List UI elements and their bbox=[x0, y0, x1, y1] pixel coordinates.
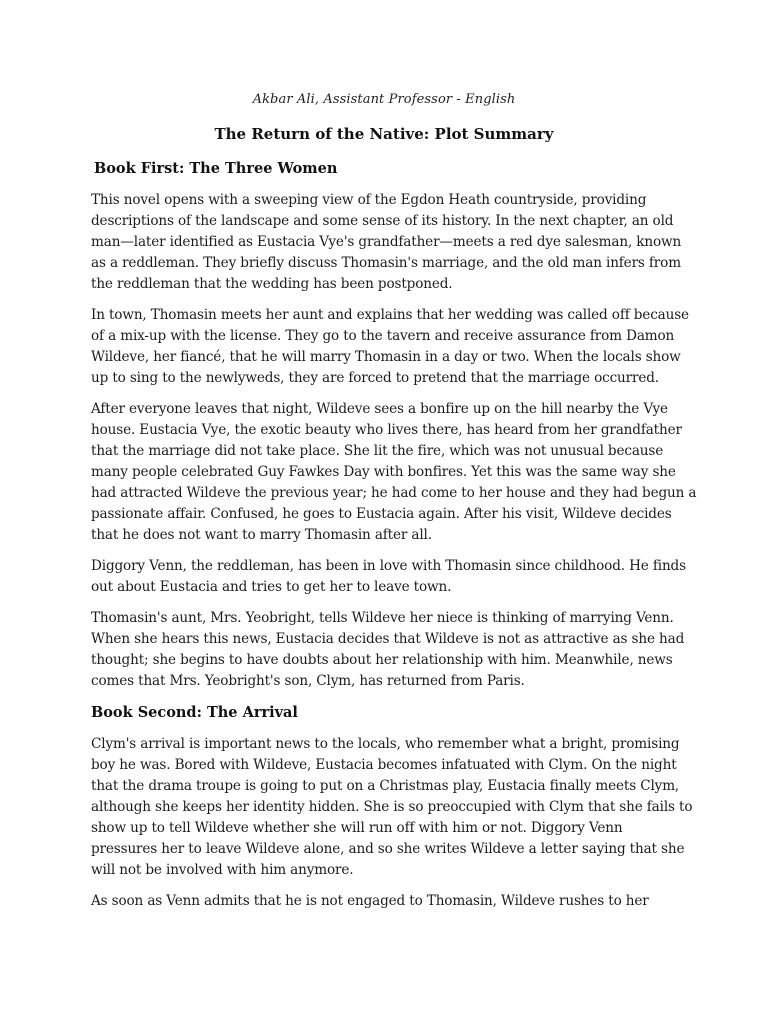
paragraph-line: passionate affair. Confused, he goes to Eustacia again. After his visit, Wildeve decides bbox=[91, 506, 672, 522]
paragraph-line: Thomasin's aunt, Mrs. Yeobright, tells Wildeve her niece is thinking of marrying Venn. bbox=[91, 610, 674, 626]
paragraph-line: This novel opens with a sweeping view of the Egdon Heath countryside, providing bbox=[91, 192, 647, 208]
paragraph-line: When she hears this news, Eustacia decides that Wildeve is not as attractive as she had bbox=[91, 631, 685, 647]
paragraph bbox=[91, 608, 691, 692]
paragraph bbox=[91, 734, 691, 881]
paragraph-line: thought; she begins to have doubts about her relationship with him. Meanwhile, news bbox=[91, 652, 673, 668]
paragraph-line: many people celebrated Guy Fawkes Day with bonfires. Yet this was the same way she bbox=[91, 464, 676, 480]
paragraph-line: pressures her to leave Wildeve alone, and so she writes Wildeve a letter saying that she bbox=[91, 841, 685, 857]
paragraph-line: that he does not want to marry Thomasin after all. bbox=[91, 527, 432, 543]
paragraph-line: show up to tell Wildeve whether she will run off with him or not. Diggory Venn bbox=[91, 820, 623, 836]
paragraph-line: Diggory Venn, the reddleman, has been in love with Thomasin since childhood. He finds bbox=[91, 558, 686, 574]
paragraph-line: up to sing to the newlyweds, they are forced to pretend that the marriage occurred. bbox=[91, 370, 659, 386]
paragraph-line: comes that Mrs. Yeobright's son, Clym, has returned from Paris. bbox=[91, 673, 525, 689]
paragraph-line: As soon as Venn admits that he is not engaged to Thomasin, Wildeve rushes to her bbox=[91, 893, 649, 909]
paragraph bbox=[91, 399, 697, 546]
section-heading: Book Second: The Arrival bbox=[91, 704, 298, 721]
paragraph-line: although she keeps her identity hidden. She is so preoccupied with Clym that she fails to bbox=[91, 799, 693, 815]
paragraph-line: the reddleman that the wedding has been postponed. bbox=[91, 276, 453, 292]
paragraph-line: that the marriage did not take place. She lit the fire, which was not unusual because bbox=[91, 443, 664, 459]
paragraph bbox=[91, 891, 691, 912]
paragraph-line: as a reddleman. They briefly discuss Thomasin's marriage, and the old man infers from bbox=[91, 255, 681, 271]
paragraph-line: out about Eustacia and tries to get her to leave town. bbox=[91, 579, 452, 595]
paragraph-line: of a mix-up with the license. They go to the tavern and receive assurance from Damon bbox=[91, 328, 675, 344]
paragraph-line: In town, Thomasin meets her aunt and explains that her wedding was called off because bbox=[91, 307, 689, 323]
paragraph bbox=[91, 190, 691, 295]
paragraph bbox=[91, 556, 691, 598]
paragraph-line: boy he was. Bored with Wildeve, Eustacia becomes infatuated with Clym. On the night bbox=[91, 757, 677, 773]
paragraph-line: Clym's arrival is important news to the locals, who remember what a bright, promising bbox=[91, 736, 680, 752]
paragraph-line: had attracted Wildeve the previous year; he had come to her house and they had begun a bbox=[91, 485, 697, 501]
paragraph-line: man—later identified as Eustacia Vye's grandfather—meets a red dye salesman, known bbox=[91, 234, 682, 250]
paragraph-line: Wildeve, her fiancé, that he will marry Thomasin in a day or two. When the locals show bbox=[91, 349, 681, 365]
page-header: Akbar Ali, Assistant Professor - English bbox=[252, 92, 516, 107]
document-body bbox=[91, 158, 697, 922]
paragraph-line: will not be involved with him anymore. bbox=[91, 862, 354, 878]
paragraph-line: that the drama troupe is going to put on a Christmas play, Eustacia finally meets Clym, bbox=[91, 778, 680, 794]
paragraph-line: descriptions of the landscape and some sense of its history. In the next chapter, an old bbox=[91, 213, 674, 229]
section-heading: Book First: The Three Women bbox=[94, 160, 338, 177]
paragraph bbox=[91, 305, 691, 389]
paragraph-line: After everyone leaves that night, Wildeve sees a bonfire up on the hill nearby the Vye bbox=[91, 401, 668, 417]
document-title: The Return of the Native: Plot Summary bbox=[214, 125, 554, 143]
paragraph-line: house. Eustacia Vye, the exotic beauty who lives there, has heard from her grandfather bbox=[91, 422, 682, 438]
